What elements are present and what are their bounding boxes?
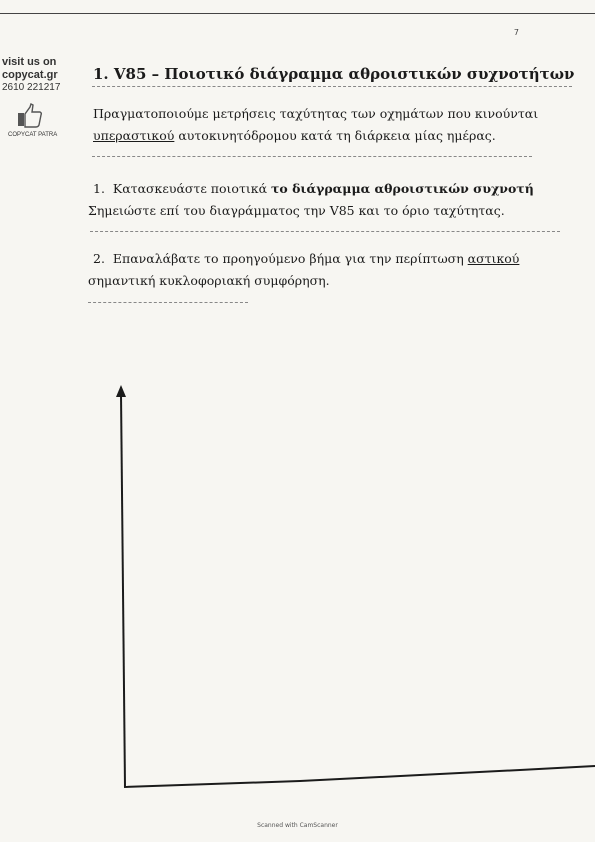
stamp-visit-text: visit us on <box>2 56 57 68</box>
scanner-footer: Scanned with CamScanner <box>257 822 338 829</box>
intro-line-1: Πραγματοποιούμε μετρήσεις ταχύτητας των οχημάτων που κινούνται <box>93 106 539 121</box>
stamp-brand: COPYCAT PATRA <box>8 132 58 138</box>
task-2-line-2: σημαντική κυκλοφοριακή συμφόρηση. <box>88 273 330 288</box>
y-axis-line <box>121 394 125 787</box>
x-axis-line <box>124 766 595 787</box>
stamp-website: copycat.gr <box>2 69 58 81</box>
task-2-text: Επαναλάβατε το προηγούμενο βήμα για την περίπτωση <box>112 251 468 266</box>
task-2-number: 2. <box>93 251 105 266</box>
task-1-prefix: Κατασκευάστε ποιοτικά <box>112 181 271 196</box>
task-1-bold: το διάγραμμα αθροιστικών συχνοτή <box>271 181 534 196</box>
task-2-underlined: αστικού <box>467 251 520 266</box>
intro-line-2-rest: αυτοκινητόδρομου κατά τη διάρκεια μίας ημέρας. <box>174 128 496 143</box>
intro-underlined-word: υπεραστικού <box>93 128 175 143</box>
task-1-line-2: Σημειώστε επί του διαγράμματος την V85 και το όριο ταχύτητας. <box>88 203 505 218</box>
stamp-phone: 2610 221217 <box>2 82 61 93</box>
page-number: 7 <box>513 28 519 37</box>
task-1-number: 1. <box>93 181 105 196</box>
y-axis-arrow-icon <box>116 385 126 397</box>
page-title: 1. V85 – Ποιοτικό διάγραμμα αθροιστικών συχνοτήτων <box>93 65 575 83</box>
